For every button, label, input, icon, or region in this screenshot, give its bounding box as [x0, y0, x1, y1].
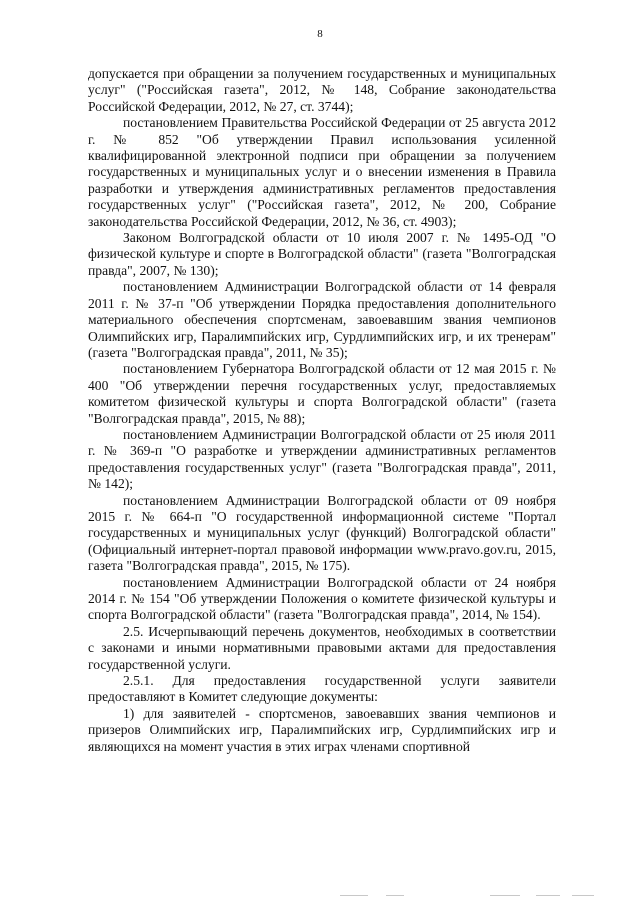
paragraph-section-2-5: 2.5. Исчерпывающий перечень документов, необходимых в соответствии с законами и иными нормативными правовыми актами для предоставления государственной услуги. — [88, 623, 556, 672]
page-number: 8 — [317, 28, 323, 40]
paragraph-item-1: 1) для заявителей - спортсменов, завоевавших звания чемпионов и призеров Олимпийских игр, Паралимпийских игр, Сурдлимпийских игр и являющихся на момент участия в этих играх членами спортивной — [88, 705, 556, 754]
paragraph-decree-154: постановлением Администрации Волгоградской области от 24 ноября 2014 г. № 154 "Об утверждении Положения о комитете физической культуры и спорта Волгоградской области" (газета "Волгоградская правда", 2014, № 154). — [88, 574, 556, 623]
paragraph-decree-852: постановлением Правительства Российской Федерации от 25 августа 2012 г. № 852 "Об утверждении Правил использования усиленной квалифицированной электронной подписи при обращении за получением государственных и муниципальных услуг и о внесении изменения в Правила разработки и утверждения административных регламентов предоставления государственных услуг" ("Российская газета", 2012, № 200, Собрание законодательства Российской Федерации, 2012, № 36, ст. 4903); — [88, 115, 556, 229]
paragraph-decree-369p: постановлением Администрации Волгоградской области от 25 июля 2011 г. № 369-п "О разработке и утверждении административных регламентов предоставления государственных услуг" (газета "Волгоградская правда", 2011, № 142); — [88, 426, 556, 492]
paragraph-law-1495-od: Законом Волгоградской области от 10 июля 2007 г. № 1495-ОД "О физической культуре и спорте в Волгоградской области" (газета "Волгоградская правда", 2007, № 130); — [88, 230, 556, 278]
paragraph-decree-400: постановлением Губернатора Волгоградской области от 12 мая 2015 г. № 400 "Об утверждении перечня государственных услуг, предоставляемых комитетом физической культуры и спорта Волгоградской области" (газета "Волгоградская правда", 2015, № 88); — [88, 361, 556, 426]
page-body — [88, 66, 556, 755]
paragraph-decree-37p: постановлением Администрации Волгоградской области от 14 февраля 2011 г. № 37-п "Об утверждении Порядка предоставления дополнительного материального обеспечения спортсменам, завоевавшим звания чемпионов Олимпийских игр, Паралимпийских игр, Сурдлимпийских игр, и их тренерам" (газета "Волгоградская правда", 2011, № 35); — [88, 279, 556, 360]
scan-artifact-marks — [340, 893, 600, 899]
paragraph-decree-664p: постановлением Администрации Волгоградской области от 09 ноября 2015 г. № 664-п "О государственной информационной системе "Портал государственных и муниципальных услуг (функций) Волгоградской области" (Официальный интернет-портал правовой информации www.pravo.gov.ru, 2015, газета "Волгоградская правда", 2015, № 175). — [88, 492, 556, 574]
paragraph-section-2-5-1: 2.5.1. Для предоставления государственной услуги заявители предоставляют в Комитет следующие документы: — [88, 673, 556, 705]
paragraph-continuation: допускается при обращении за получением государственных и муниципальных услуг" ("Российская газета", 2012, № 148, Собрание законодательства Российской Федерации, 2012, № 27, ст. 3744); — [88, 66, 556, 114]
